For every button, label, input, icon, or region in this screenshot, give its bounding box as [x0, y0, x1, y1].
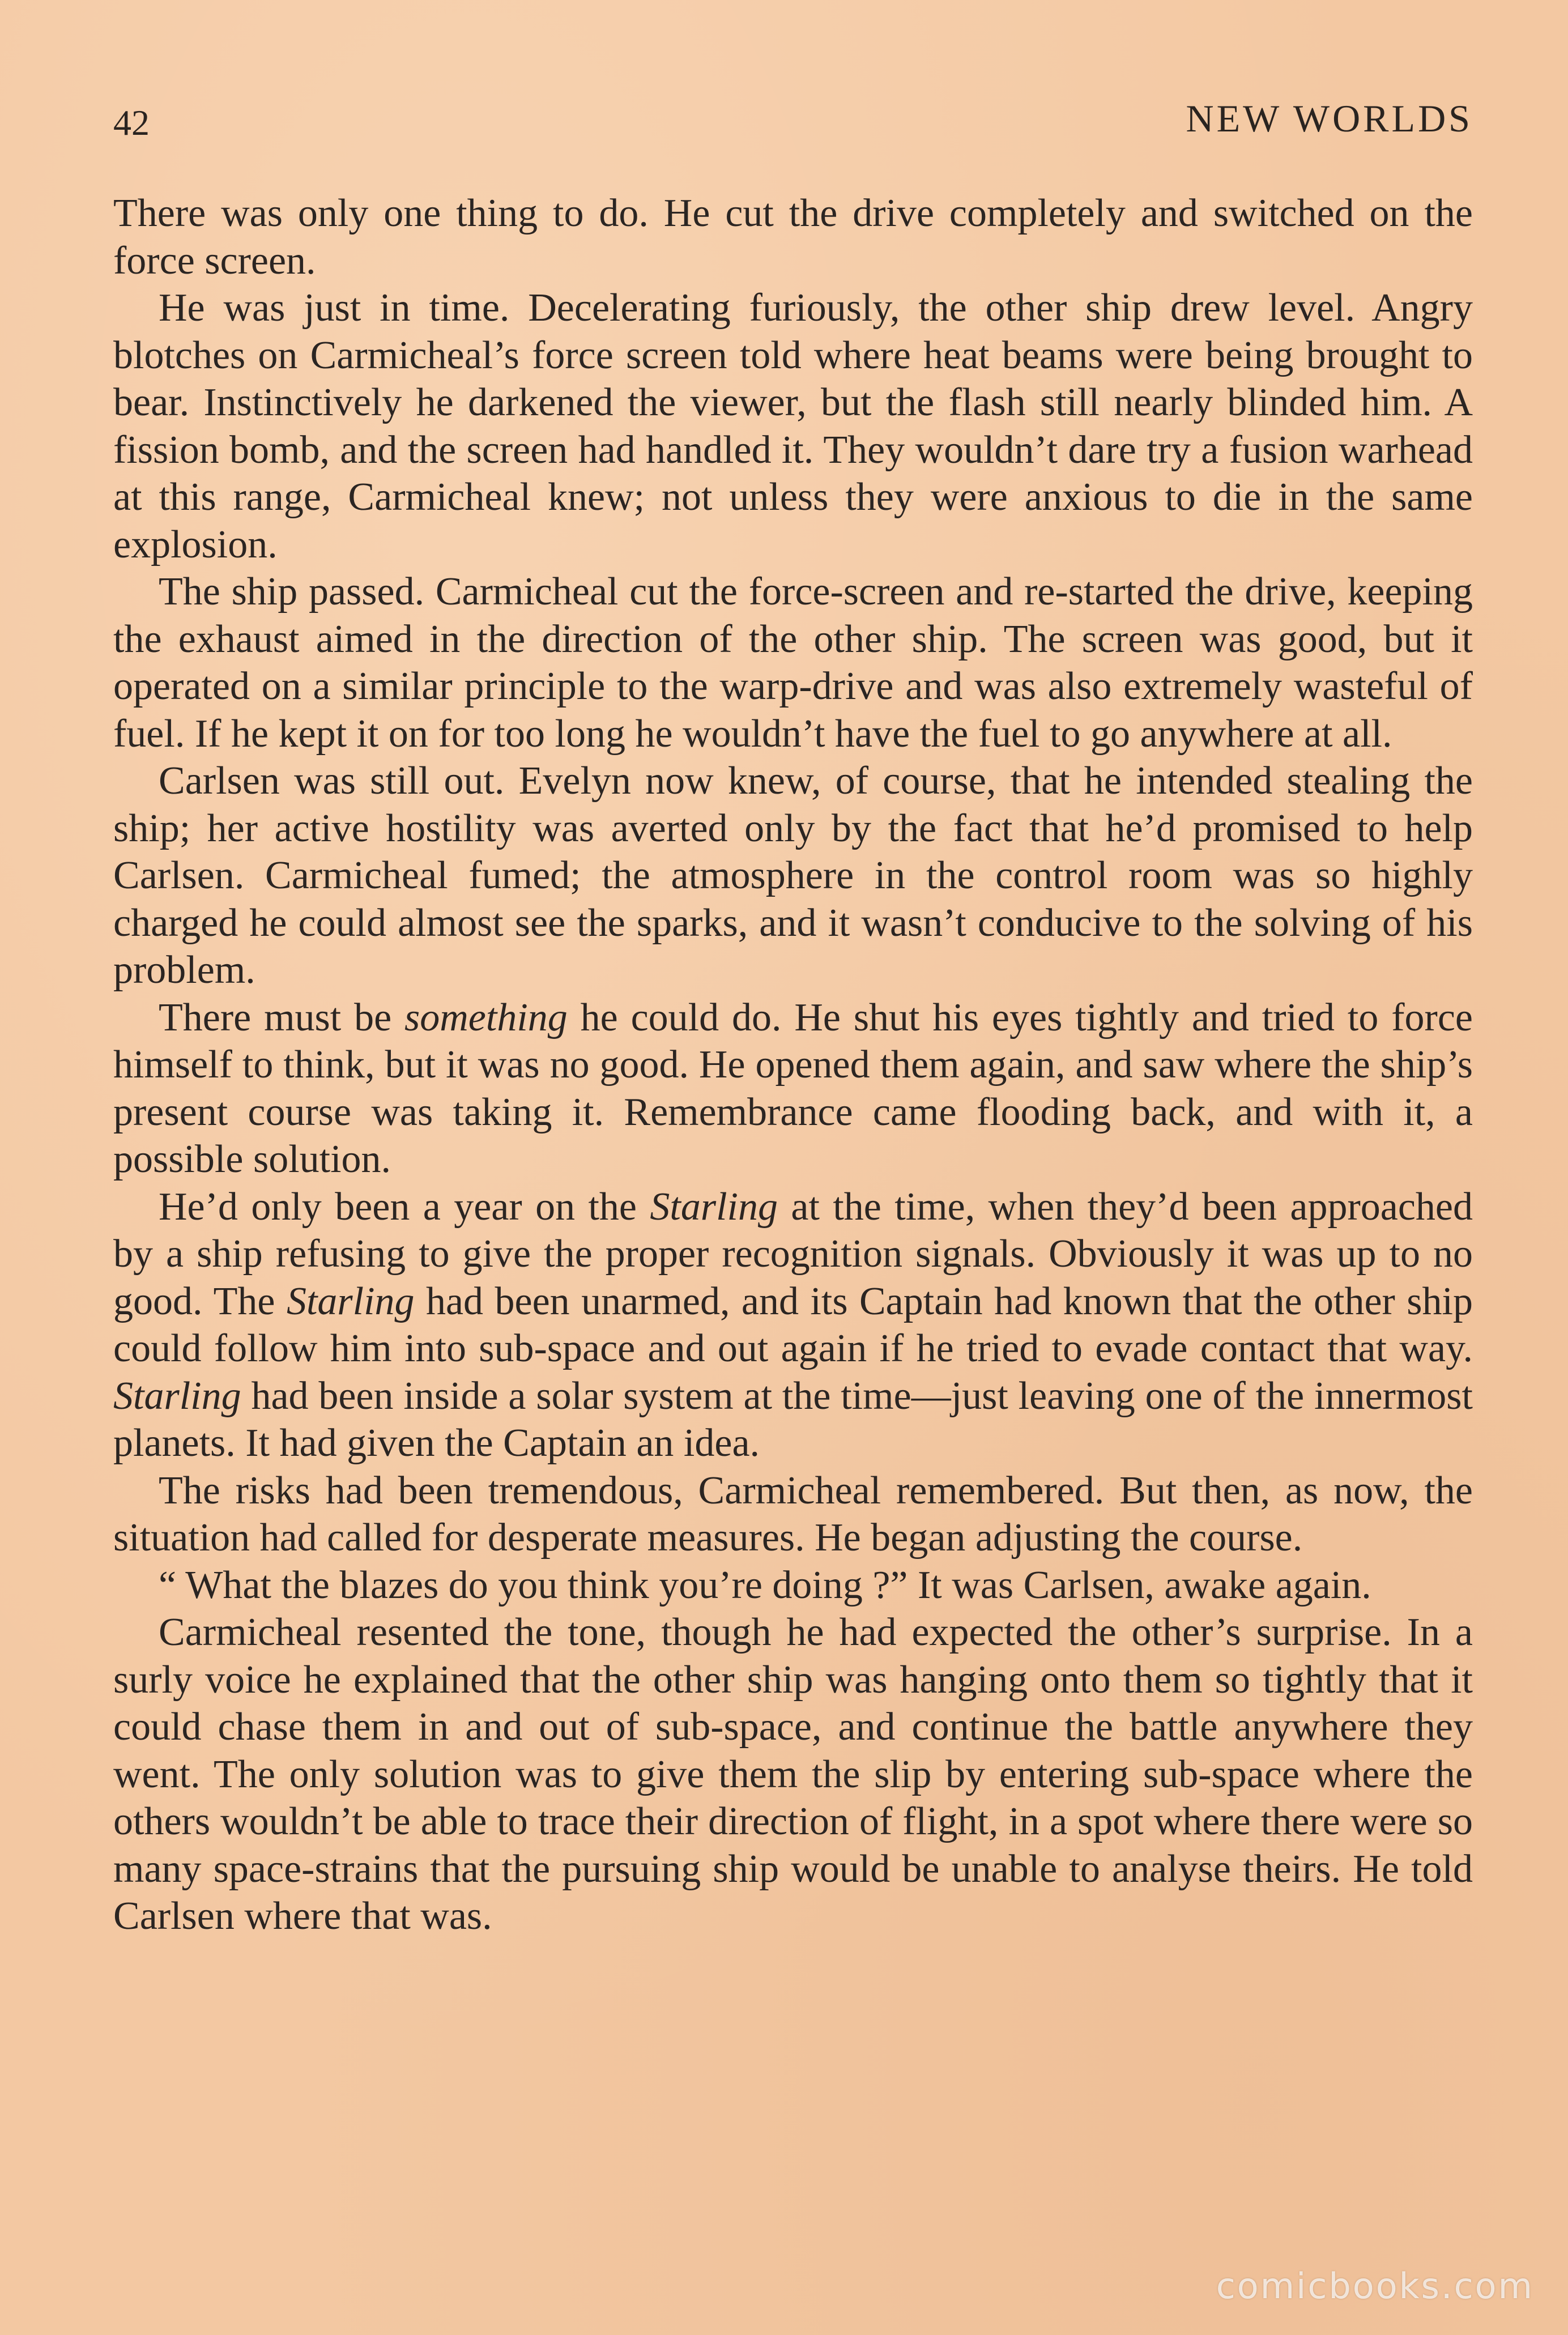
italic-ship-name: Starling	[286, 1279, 415, 1323]
paragraph	[113, 190, 1473, 284]
text-run: There must be	[159, 995, 405, 1039]
paragraph	[113, 1183, 1473, 1467]
text-run: The ship passed. Carmicheal cut the force-screen and re-started the drive, keeping the exhaust aimed in the direction of the other ship. The screen was good, but it operated on a similar principle to the warp-drive and was also extremely wasteful of fuel. If he kept it on for too long he wouldn’t have the fuel to go anywhere at all.	[113, 570, 1473, 756]
italic-ship-name: Starling	[113, 1374, 241, 1418]
italic-ship-name: something	[404, 995, 568, 1039]
text-run: he could do. He shut his eyes tightly and tried to force himself to think, but it was no good. He opened them again, and saw where the ship’s present course was taking it. Remembrance came flooding back, and with it, a possible solution.	[113, 995, 1473, 1181]
text-run: Carlsen was still out. Evelyn now knew, of course, that he intended stealing the ship; her active hostility was averted only by the fact that he’d promised to help Carlsen. Carmicheal fumed; the atmosphere in the control room was so highly charged he could almost see the sparks, and it wasn’t conducive to the solving of his problem.	[113, 759, 1473, 992]
paragraph	[113, 1562, 1473, 1609]
paragraph	[113, 568, 1473, 757]
watermark-text: comicbooks.com	[1216, 2265, 1534, 2307]
page-number: 42	[113, 103, 150, 143]
text-run: There was only one thing to do. He cut the drive completely and switched on the force screen.	[113, 191, 1473, 283]
paragraph	[113, 994, 1473, 1183]
text-run: had been unarmed, and its Captain had known that the other ship could follow him into sub-space and out again if he tried to evade contact that way.	[113, 1279, 1473, 1370]
text-run: “ What the blazes do you think you’re doing ?” It was Carlsen, awake again.	[159, 1563, 1371, 1607]
text-run: He was just in time. Decelerating furiously, the other ship drew level. Angry blotches on Carmicheal’s force screen told where heat beams were being brought to bear. Instinctively he darkened the viewer, but the flash still nearly blinded him. A fission bomb, and the screen had handled it. They wouldn’t dare try a fusion warhead at this range, Carmicheal knew; not unless they were anxious to die in the same explosion.	[113, 286, 1473, 566]
text-run: The risks had been tremendous, Carmicheal remembered. But then, as now, the situation had called for desperate measures. He began adjusting the course.	[113, 1468, 1473, 1559]
text-run: had been inside a solar system at the time—just leaving one of the innermost planets. It had given the Captain an idea.	[113, 1374, 1473, 1465]
paragraph	[113, 284, 1473, 568]
running-head	[113, 96, 1473, 159]
paragraph	[113, 757, 1473, 994]
body-text	[113, 190, 1473, 1940]
paragraph	[113, 1609, 1473, 1940]
paragraph	[113, 1467, 1473, 1562]
text-run: He’d only been a year on the	[159, 1184, 650, 1229]
italic-ship-name: Starling	[650, 1184, 778, 1229]
text-run: at the time, when they’d been approached by a ship refusing to give the proper recognition signals. Obviously it was up to no good. The	[113, 1184, 1473, 1323]
text-run: Carmicheal resented the tone, though he had expected the other’s surprise. In a surly voice he explained that the other ship was hanging onto them so tightly that it could chase them in and out of sub-space, and continue the battle anywhere they went. The only solution was to give them the slip by entering sub-space where the others wouldn’t be able to trace their direction of flight, in a spot where there were so many space-strains that the pursuing ship would be unable to analyse theirs. He told Carlsen where that was.	[113, 1610, 1473, 1938]
running-title: NEW WORLDS	[1186, 97, 1473, 140]
